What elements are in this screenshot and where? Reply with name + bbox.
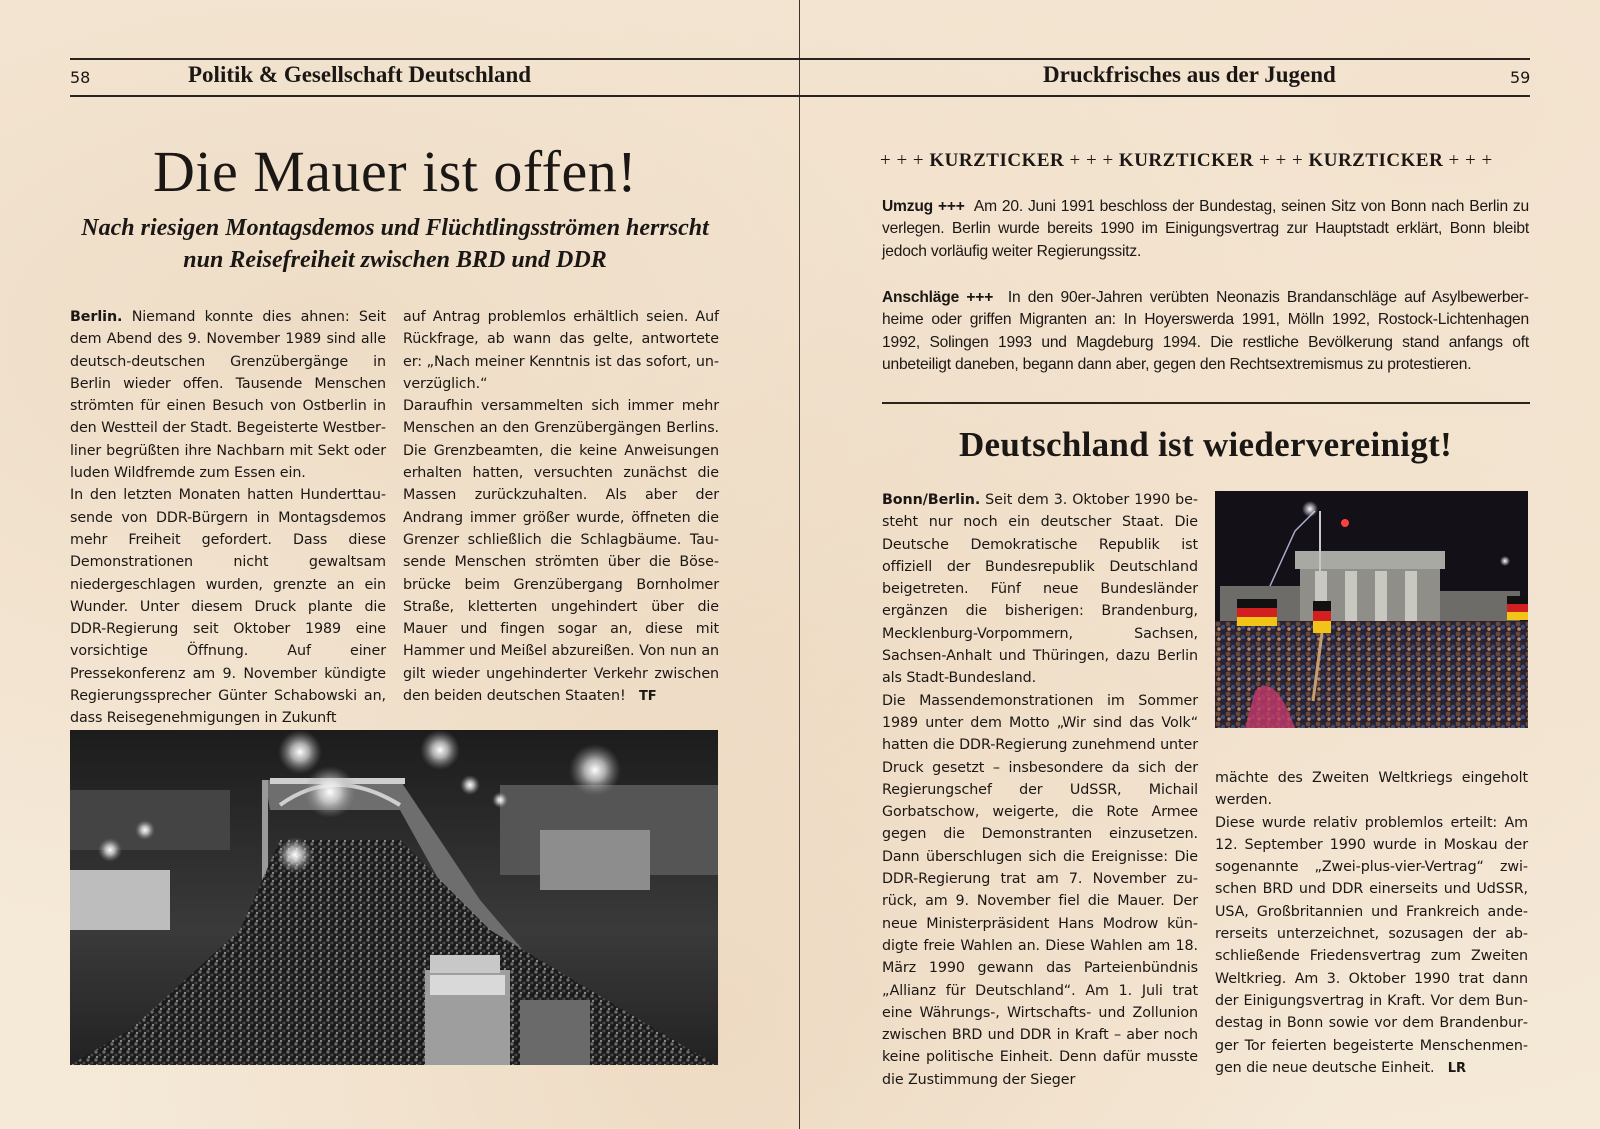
brandenburg-gate-celebration-image [1215,491,1528,728]
dateline: Berlin. [70,309,123,325]
photo-boesebruecke [70,730,718,1065]
article-subheadline: Nach riesigen Montagsdemos und Flüchtlingsströmen herrscht nun Reisefreiheit zwischen BRD und DDR [81,215,709,273]
paragraph-text: Niemand konnte dies ahnen: Seit dem Abend des 9. November 1989 sind alle deutsch-deutschen Grenzübergänge in Berlin wieder offen. Tausende Menschen strömten für einen Besuch von Ostberlin in den Westteil der Stadt. Begeisterte Westberliner begrüßten ihre Nachbarn mit Sekt oder luden Wildfremde zum Essen ein. [70,309,386,482]
bridge-crowd-image [70,730,718,1065]
ticker-separator: + + + [880,150,925,171]
article-column-2 [1215,767,1528,1080]
photo-brandenburger-tor [1215,491,1528,728]
paragraph: Die Massendemonstrationen im Sommer 1989 unter dem Motto „Wir sind das Volk“ hatten die DDR-Regierung zunehmend unter Druck gesetzt – insbesondere da sich der Regierungschef der UdSSR, Michail Gorbatschow, weigerte, die Rote Armee gegen die Demonstranten einzusetzen. Dann überschlugen sich die Ereignisse: Die DDR-Regierung trat am 7. November zurück, am 9. November fiel die Mauer. Der neue Ministerpräsident Hans Modrow kündigte freie Wahlen an. Diese Wahlen am 18. März 1990 gewann das Parteienbündnis „Allianz für Deutschland“. Am 1. Juli trat eine Währungs-, Wirtschafts- und Zollunion zwischen BRD und DDR in Kraft – aber noch keine politische Einheit. Denn dafür musste die Zustimmung der Sieger [882,692,1198,1088]
ticker-text: Am 20. Juni 1991 beschloss der Bundestag, seinen Sitz von Bonn nach Berlin zu verlegen. Berlin wurde bereits 1990 im Einigungsvertrag zur Hauptstadt erklärt, Bonn bleibt jedoch vorläufig weiter Regierungssitz. [882,198,1529,260]
article-column-1 [882,489,1198,1091]
paragraph [403,395,719,708]
ticker-label: Umzug +++ [882,198,965,215]
ticker-label: Anschläge +++ [882,289,994,306]
page-number-right: 59 [1510,68,1531,87]
paragraph [1215,812,1528,1081]
paragraph [70,306,386,484]
article-column-2 [403,306,719,708]
article-headline: Die Mauer ist offen! [152,139,638,204]
ticker-item-umzug [882,196,1529,263]
section-divider [882,402,1530,404]
paragraph-text: Diese wurde relativ problemlos erteilt: Am 12. September 1990 wurde in Moskau der sogenannte „Zwei-plus-vier-Vertrag“ zwischen BRD und DDR einerseits und UdSSR, USA, Großbritannien und Frankreich andererseits unterzeichnet, sozusagen der abschließende Friedensvertrag zum Zweiten Weltkrieg. Am 3. Oktober 1990 trat dann der Einigungsvertrag in Kraft. Vor dem Bundestag in Bonn sowie vor dem Brandenburger Tor feierten begeisterte Menschenmengen die neue deutsche Einheit. [1215,814,1528,1076]
paragraph-text: Seit dem 3. Oktober 1990 besteht nur noch ein deutscher Staat. Die Deutsche Demokratische Republik ist offiziell der Bundesrepublik Deutschland beigetreten. Fünf neue Bundesländer ergänzen die bisherigen: Brandenburg, Mecklenburg-Vorpommern, Sachsen, Sachsen-Anhalt und Thüringen, dazu Berlin als Stadt-Bundesland. [882,492,1198,687]
ticker-item-anschlaege [882,287,1529,376]
article-headline-reunification: Deutschland ist wiedervereinigt! [958,425,1453,464]
running-head-right: Druckfrisches aus der Jugend [1043,62,1336,87]
running-head-left: Politik & Gesellschaft Deutschland [188,62,532,87]
paragraph-text: Daraufhin versammelten sich immer mehr Menschen an den Grenzübergängen Berlins. Die Grenzbeamten, die keine Anweisungen erhalten hatten, versuchten zunächst die Massen zurückzuhalten. Als aber der Andrang immer größer wurde, öffneten die Grenzer schließlich die Schlagbäume. Tausende Menschen strömten über die Bösebrücke beim Grenzübergang Bornholmer Straße, kletterten ungehindert über die Mauer und fingen sogar an, diese mit Hammer und Meißel abzureißen. Von nun an gilt wieder ungehinderter Verkehr zwischen den beiden deutschen Staaten! [403,398,719,705]
page-number-left: 58 [70,68,91,87]
ticker-title-word: KURZTICKER [929,150,1065,171]
paragraph: In den letzten Monaten hatten Hunderttausende von DDR-Bürgern in Montagsdemos mehr Freiheit gefordert. Dass diese Demonstrationen nicht gewaltsam niedergeschlagen wurden, grenzte an ein Wunder. Unter diesem Druck plante die DDR-Regierung seit Oktober 1989 eine vorsichtige Öffnung. Auf einer Pressekonferenz am 9. November kündigte Regierungssprecher Günter Schabowski an, dass Reisegenehmigungen in Zukunft [70,487,386,727]
book-spine [799,0,800,1129]
ticker-title-word: KURZTICKER [1308,150,1444,171]
ticker-title-word: KURZTICKER [1118,150,1254,171]
dateline: Bonn/Berlin. [882,492,981,508]
paragraph [882,489,1198,690]
article-column-1 [70,306,386,730]
header-rule-bottom [70,95,1530,97]
ticker-separator: + + + [1448,150,1493,171]
paragraph: mächte des Zweiten Weltkriegs eingeholt werden. [1215,770,1528,809]
kurzticker-banner [880,150,1530,172]
paragraph: auf Antrag problemlos erhältlich seien. Auf Rückfrage, ab wann das gelte, antwortete er: „Nach meiner Kenntnis ist das sofort, unverzüglich.“ [403,309,719,392]
german-flag-left [1237,599,1277,626]
ticker-separator: + + + [1069,150,1114,171]
ticker-text: In den 90er-Jahren verübten Neonazis Brandanschläge auf Asylbewerberheime oder griffen Migranten an: In Hoyerswerda 1991, Mölln 1992, Rostock-Lichtenhagen 1992, Solingen 1993 und Magdeburg 1994. Die restliche Bevölkerung stand anfangs oft unbeteiligt daneben, begann dann aber, gegen den Rechtsextremismus zu protestieren. [882,289,1529,373]
author-initials: TF [638,689,657,705]
author-initials: LR [1447,1060,1466,1076]
ticker-separator: + + + [1259,150,1304,171]
header-rule-top [70,58,1530,60]
